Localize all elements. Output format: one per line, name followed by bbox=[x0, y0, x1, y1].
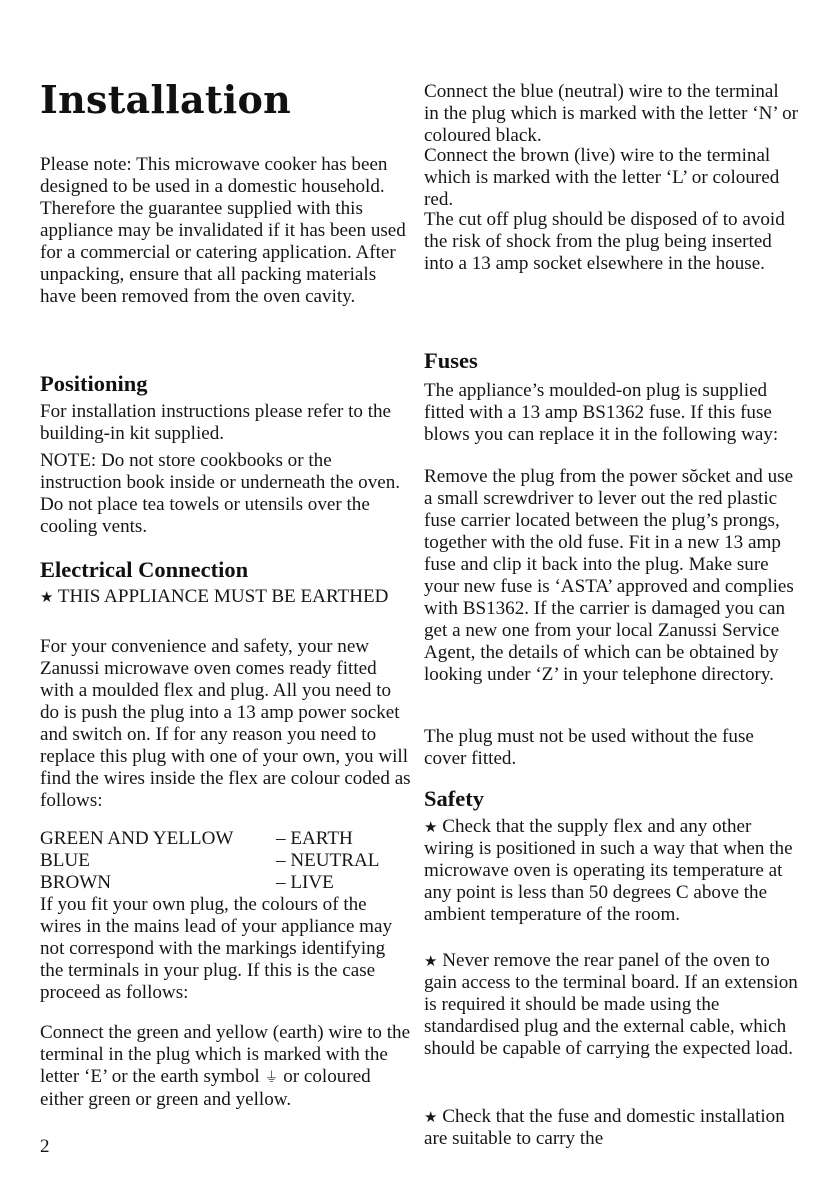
wire-colour: BLUE bbox=[40, 850, 90, 871]
safety-item-text: Never remove the rear panel of the oven to gain access to the terminal board. If an extension is required it should be made using the standardised plug and the external cable, which should be capable of carrying the expected load. bbox=[424, 950, 798, 1059]
positioning-note: NOTE: Do not store cookbooks or the instruction book inside or underneath the oven. Do not place tea towels or utensils over the cooling vents. bbox=[40, 450, 401, 537]
wire-colour: GREEN AND YELLOW bbox=[40, 828, 234, 849]
safety-item-text: Check that the supply flex and any other wiring is positioned in such a way that when the microwave oven is operating its temperature at any point is less than 50 degrees C above the ambient temperature of the room. bbox=[424, 816, 793, 925]
positioning-heading: Positioning bbox=[40, 371, 148, 396]
electrical-connection-heading: Electrical Connection bbox=[40, 557, 249, 582]
fuse-replacement-paragraph: Remove the plug from the power sŏcket and use a small screwdriver to lever out the red plastic fuse carrier located between the plug’s prongs, together with the old fuse. Fit in a new 13 amp fuse and clip it back into the plug. Make sure your new fuse is ‘ASTA’ approved and complies with BS1362. If the carrier is damaged you can get a new one from your local Zanussi Service Agent, the details of which can be obtained by looking under ‘Z’ in your telephone directory. bbox=[424, 466, 794, 685]
safety-item bbox=[424, 1106, 798, 1150]
wire-row-earth bbox=[40, 828, 398, 850]
fuses-heading: Fuses bbox=[424, 348, 478, 373]
page-title: Installation bbox=[40, 77, 292, 122]
star-icon: ★ bbox=[424, 1108, 438, 1126]
intro-paragraph: Please note: This microwave cooker has been designed to be used in a domestic household. Therefore the guarantee supplied with this appliance may be invalidated if it has been used for a commercial or catering application. After unpacking, ensure that all packing materials have been removed from the oven cavity. bbox=[40, 154, 406, 307]
own-plug-paragraph: If you fit your own plug, the colours of the wires in the mains lead of your appliance may not correspond with the markings identifying the terminals in your plug. If this is the case proceed as follows: bbox=[40, 894, 393, 1003]
earth-symbol-icon: ⏚ bbox=[264, 1070, 279, 1086]
wire-function: – EARTH bbox=[276, 828, 353, 849]
safety-item bbox=[424, 950, 798, 1060]
wire-row-neutral bbox=[40, 850, 398, 872]
page-number: 2 bbox=[40, 1136, 50, 1157]
earthing-warning-text: THIS APPLIANCE MUST BE EARTHED bbox=[57, 586, 389, 607]
cut-off-plug-paragraph: The cut off plug should be disposed of to avoid the risk of shock from the plug being inserted into a 13 amp socket elsewhere in the house. bbox=[424, 209, 785, 274]
wire-function: – NEUTRAL bbox=[276, 850, 380, 871]
fuses-paragraph: The appliance’s moulded-on plug is supplied fitted with a 13 amp BS1362 fuse. If this fuse blows you can replace it in the following way: bbox=[424, 380, 779, 445]
electrical-paragraph: For your convenience and safety, your new Zanussi microwave oven comes ready fitted with a moulded flex and plug. All you need to do is push the plug into a 13 amp power socket and switch on. If for any reason you need to replace this plug with one of your own, you will find the wires inside the flex are colour coded as follows: bbox=[40, 636, 411, 811]
safety-item-text: Check that the fuse and domestic installation are suitable to carry the bbox=[424, 1106, 785, 1149]
neutral-wire-paragraph: Connect the blue (neutral) wire to the terminal in the plug which is marked with the letter ‘N’ or coloured black. bbox=[424, 81, 798, 146]
wire-colour: BROWN bbox=[40, 872, 112, 893]
fuse-cover-paragraph: The plug must not be used without the fuse cover fitted. bbox=[424, 726, 754, 769]
earth-wire-text-end: or coloured either green or green and yellow. bbox=[40, 1066, 371, 1110]
positioning-paragraph: For installation instructions please refer to the building-in kit supplied. bbox=[40, 401, 392, 444]
star-icon: ★ bbox=[424, 818, 438, 836]
earth-wire-paragraph bbox=[40, 1022, 412, 1111]
earthing-warning bbox=[40, 586, 412, 608]
star-icon: ★ bbox=[40, 588, 54, 606]
earth-wire-text: Connect the green and yellow (earth) wire to the terminal in the plug which is marked with the letter ‘E’ or the earth symbol bbox=[40, 1022, 411, 1087]
live-wire-paragraph: Connect the brown (live) wire to the terminal which is marked with the letter ‘L’ or coloured red. bbox=[424, 145, 780, 210]
wire-row-live bbox=[40, 872, 398, 894]
safety-item bbox=[424, 816, 798, 926]
wire-colour-table bbox=[40, 828, 398, 894]
star-icon: ★ bbox=[424, 952, 438, 970]
safety-heading: Safety bbox=[424, 786, 484, 811]
wire-function: – LIVE bbox=[276, 872, 334, 893]
